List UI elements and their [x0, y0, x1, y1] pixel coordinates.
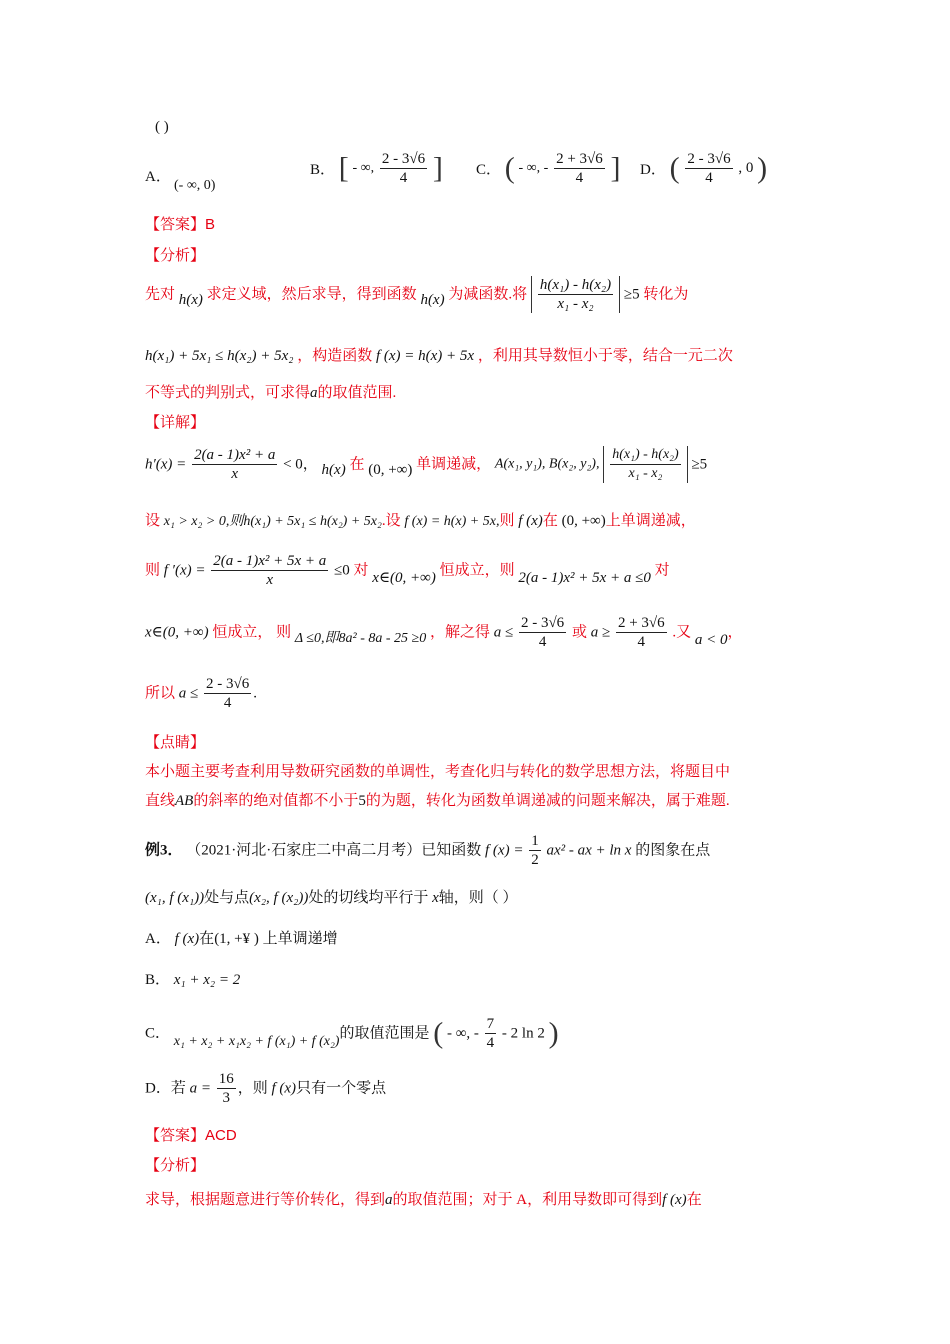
analysis-1-line-1: [145, 276, 688, 313]
detail-1-line-3: [145, 552, 670, 589]
math-a: a: [310, 385, 318, 401]
text-span: 上单调递增: [262, 931, 338, 947]
math-interval: (0, +∞): [368, 461, 413, 478]
option-label: A．: [145, 931, 171, 947]
text-span: ，利用其导数恒小于零，结合一元二次: [477, 348, 733, 364]
text-span: 恒成立，则: [439, 562, 515, 579]
math-fx-def: f (x) = h(x) + 5x,: [404, 514, 500, 529]
question-blank-paren: ( ): [155, 119, 169, 135]
math-fx: f (x): [662, 1192, 687, 1208]
option-c-fraction: $\frac{2 + 3√6}{4}$: [556, 151, 603, 186]
math-five: 5: [358, 793, 366, 809]
analysis-1-line-3: [145, 383, 396, 403]
math-ab: AB: [175, 793, 194, 809]
text-span: .设: [381, 513, 401, 529]
option-label: C．: [145, 1025, 171, 1042]
text-span: 在: [199, 931, 215, 947]
text-span: 单调递减，: [416, 456, 492, 473]
text-span: 所以: [145, 685, 176, 702]
answer-label: 【答案】: [145, 1128, 206, 1144]
math-lt0: < 0，: [283, 456, 318, 473]
math-fx-def: f (x) = h(x) + 5x: [375, 348, 475, 364]
option-a-expr: (- ∞, 0): [174, 178, 216, 193]
analysis-1-label: 【分析】: [145, 248, 206, 264]
answer-value: ACD: [205, 1127, 237, 1144]
math-point1: (x₁, f (x₁)): [145, 890, 205, 906]
example-3-line-1: [145, 832, 710, 869]
text-span: 或: [571, 624, 587, 641]
example-3-line-2: [145, 888, 518, 908]
math-ale: a ≤: [178, 685, 199, 702]
text-span: ，则: [237, 1080, 268, 1097]
fraction-fprime: $\frac{\text{2(a - 1)x² + 5x + a}}{x}$: [213, 553, 327, 588]
math-hx: h(x): [178, 291, 203, 308]
text-span: 求定义域，然后求导，得到函数: [206, 286, 417, 303]
text-span: 不等式的判别式，可求得: [145, 385, 311, 401]
comment-1-line-2: [145, 791, 730, 811]
math-a: a =: [189, 1080, 211, 1097]
math-sum: x₁ + x₂ = 2: [173, 972, 241, 988]
option-d-label: D．: [640, 162, 666, 178]
fraction-half: $\frac{1}{2}$: [531, 833, 539, 868]
analysis-2-label: 【分析】: [145, 1158, 206, 1174]
math-fprime: f ′(x) =: [163, 562, 206, 579]
analysis-2-line-1: [145, 1190, 702, 1210]
text-span: 在: [686, 1192, 702, 1208]
answer-value: B: [205, 216, 216, 233]
text-span: 在: [542, 513, 558, 529]
math-discriminant: Δ ≤0,即8a² - 8a - 25 ≥0: [294, 630, 427, 646]
example-3-option-b: [145, 970, 240, 990]
math-hprime: h′(x) =: [145, 456, 187, 473]
math-aneg: a < 0: [694, 631, 728, 648]
math-inequality: h(x₁) + 5x₁ ≤ h(x₂) + 5x₂: [145, 348, 294, 364]
math-right: - 2 ln 2: [501, 1025, 545, 1042]
text-span: 轴，则（ ）: [438, 890, 518, 906]
math-domain: x∈(0, +∞): [145, 624, 209, 641]
math-fx: f (x): [518, 513, 543, 529]
detail-1-line-2: [145, 511, 696, 532]
option-a: [145, 165, 171, 186]
math-le0: ≤0: [334, 562, 350, 579]
math-expression: x₁ + x₂ + x₁x₂ + f (x₁) + f (x₂): [173, 1033, 340, 1049]
text-span: 处与点: [204, 890, 250, 906]
detail-1-line-5: [145, 675, 257, 712]
math-point2: (x₂, f (x₂)): [249, 890, 309, 906]
example-3-option-c: C． x₁ + x₂ + x₁x₂ + f (x₁) + f (x₂)的取值范围是 ( - ∞, - $\frac{7}{4}$ - 2 ln 2 ): [145, 1016, 559, 1051]
option-a-label: A．: [145, 169, 171, 185]
text-span: 则: [145, 562, 161, 579]
math-fx-rhs: ax² - ax + ln x: [546, 842, 632, 859]
abs-fraction: $\frac{\text{h(x₁) - h(x₂)}}{\text{x₁ - x₂}}$: [531, 276, 620, 313]
text-span: 为减函数.将: [448, 286, 528, 303]
fraction-root2: $\frac{2 + 3√6}{4}$: [617, 615, 665, 650]
option-b-left: - ∞,: [352, 160, 375, 176]
text-span: 对: [353, 562, 369, 579]
text-span: 恒成立， 则: [212, 624, 292, 641]
answer-1: [145, 215, 215, 235]
text-span: 处的切线均平行于: [308, 890, 429, 906]
math-a: a: [385, 1192, 393, 1208]
math-left: - ∞, -: [446, 1025, 479, 1042]
text-span: ，解之得: [429, 624, 490, 641]
detail-1-line-4: [145, 614, 743, 651]
math-domain: x∈(0, +∞): [372, 569, 436, 586]
fraction-sixteen-thirds: $\frac{16}{3}$: [218, 1071, 234, 1106]
text-span: 的取值范围.: [317, 385, 397, 401]
text-span: 则: [499, 513, 515, 529]
text-span: 设: [145, 513, 161, 529]
option-label: B．: [145, 972, 171, 988]
answer-label: 【答案】: [145, 217, 206, 233]
text-span: 直线: [145, 793, 176, 809]
option-d: D． ( $\frac{2 - 3√6}{4}$ , 0 ): [640, 151, 768, 186]
text-span: .又: [672, 624, 692, 641]
option-d-right: , 0: [738, 160, 754, 176]
math-ge5: ≥5: [691, 456, 708, 473]
example-source: （2021·河北·石家庄二中高二月考）已知函数: [186, 842, 482, 859]
text-span: 上单调递减，: [605, 513, 696, 529]
comment-1-label: 【点睛】: [145, 735, 206, 751]
text-span: 的取值范围是: [339, 1025, 430, 1042]
example-label: 例3．: [145, 842, 183, 859]
option-c-left: - ∞, -: [518, 160, 549, 176]
math-hx: h(x): [321, 461, 346, 478]
text-span: ，构造函数: [297, 348, 373, 364]
option-label: D．若: [145, 1080, 186, 1097]
text-span: 的斜率的绝对值都不小于: [193, 793, 359, 809]
text-span: 对: [654, 562, 670, 579]
math-points: A(x₁, y₁), B(x₂, y₂),: [494, 456, 600, 472]
fraction-seven-fourths: $\frac{7}{4}$: [486, 1016, 495, 1051]
math-fx: f (x) =: [485, 842, 524, 859]
text-span: 的取值范围；对于 A，利用导数即可得到: [392, 1192, 663, 1208]
math-fx: f (x): [271, 1080, 297, 1097]
text-span: 的图象在点: [635, 842, 711, 859]
math-fx: f (x): [174, 931, 200, 947]
math-age: a ≥: [590, 624, 611, 641]
math-x: x: [432, 890, 439, 906]
example-3-option-a: [145, 929, 338, 949]
text-span: 只有一个零点: [296, 1080, 387, 1097]
text-span: 的为题，转化为函数单调递减的问题来解决，属于难题.: [365, 793, 730, 809]
math-ale: a ≤: [493, 624, 514, 641]
option-c-label: C．: [476, 162, 502, 178]
option-c: C． ( - ∞, - $\frac{2 + 3√6}{4}$ ]: [476, 151, 621, 186]
answer-2: [145, 1126, 237, 1146]
text-span: 求导，根据题意进行等价转化，得到: [145, 1192, 386, 1208]
option-d-fraction: $\frac{2 - 3√6}{4}$: [687, 151, 731, 186]
math-ge5: ≥5: [623, 286, 640, 303]
text-span: 转化为: [643, 286, 689, 303]
fraction-final: $\frac{2 - 3√6}{4}$: [206, 676, 250, 711]
math-hx: h(x): [420, 291, 445, 308]
comment-1-line-1: 本小题主要考查利用导数研究函数的单调性，考查化归与转化的数学思想方法，将题目中: [145, 764, 731, 780]
text-span: 在: [349, 456, 365, 473]
math-inequality: 2(a - 1)x² + 5x + a ≤0: [518, 569, 651, 586]
analysis-1-line-2: [145, 346, 733, 366]
option-b: B． [ - ∞, $\frac{2 - 3√6}{4}$ ]: [310, 151, 443, 186]
option-b-label: B．: [310, 162, 336, 178]
text-span: ，: [727, 624, 743, 641]
example-3-option-d: [145, 1070, 386, 1107]
abs-fraction: $\frac{\text{h(x₁) - h(x₂)}}{\text{x₁ - x₂}}$: [603, 446, 687, 483]
detail-1-label: 【详解】: [145, 415, 206, 431]
text-span: .: [253, 685, 257, 702]
fraction-hprime: $\frac{\text{2(a - 1)x² + a}}{x}$: [194, 447, 276, 482]
text-span: 先对: [145, 286, 176, 303]
math-interval: (1, +¥ ): [214, 931, 259, 947]
math-assume: x₁ > x₂ > 0,则h(x₁) + 5x₁ ≤ h(x₂) + 5x₂: [163, 514, 382, 529]
detail-1-line-1: [145, 446, 707, 483]
math-interval: (0, +∞): [561, 513, 606, 529]
option-b-fraction: $\frac{2 - 3√6}{4}$: [381, 151, 426, 186]
fraction-root1: $\frac{2 - 3√6}{4}$: [520, 615, 565, 650]
